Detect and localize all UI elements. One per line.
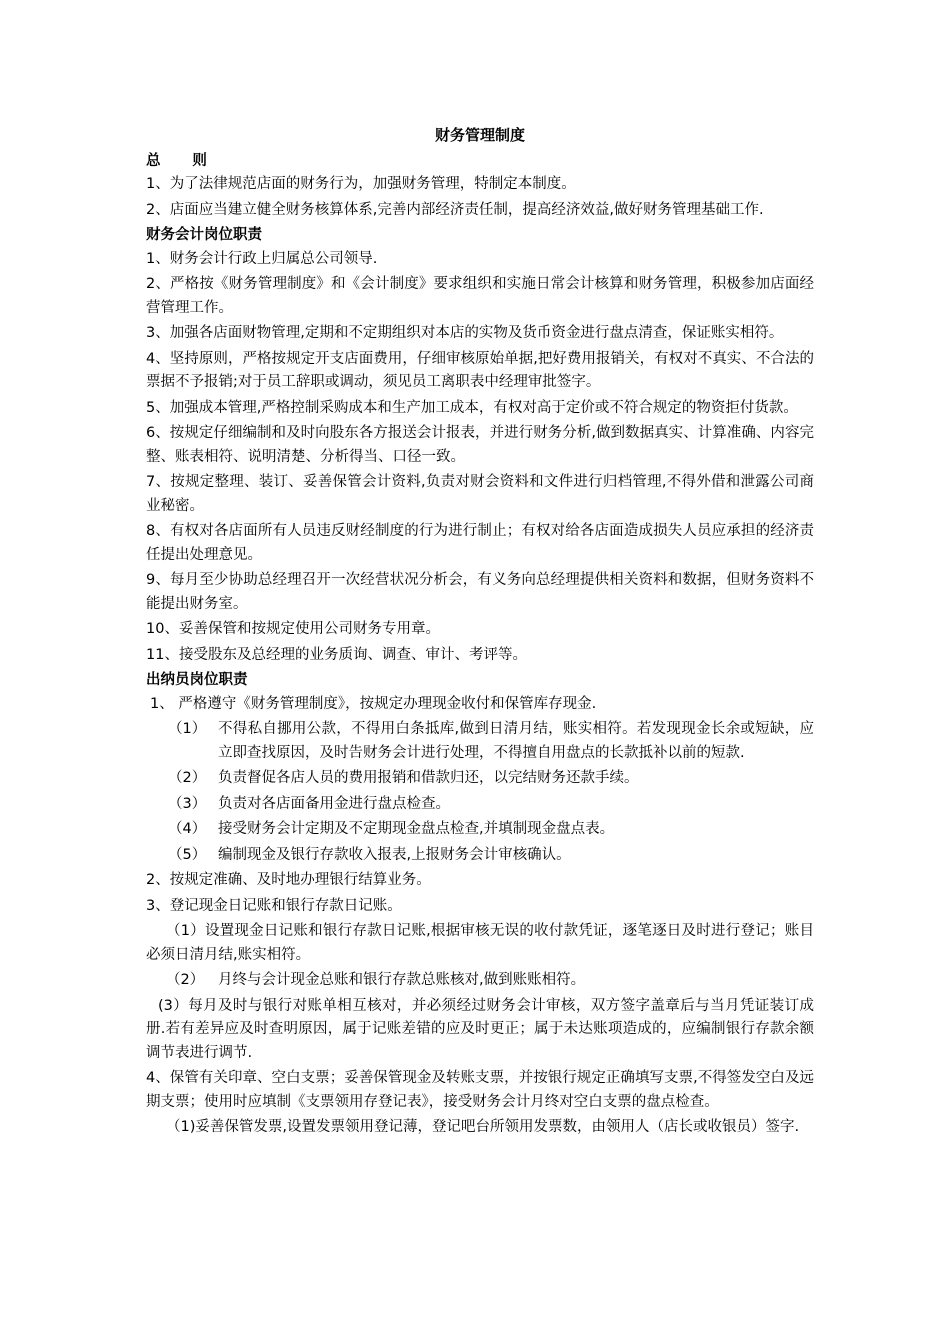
sub-number: （4）: [168, 821, 207, 837]
cashier-item-4: 4、保管有关印章、空白支票；妥善保管现金及转账支票，并按银行规定正确填写支票,不得签发空白及远期支票；使用时应填制《支票领用存登记表》，接受财务会计月终对空白支票的盘点检查。: [146, 1070, 814, 1110]
cashier-item-1: 1、 严格遵守《财务管理制度》，按规定办理现金收付和保管库存现金.: [150, 695, 597, 712]
accountant-item-7: 7、按规定整理、装订、妥善保管会计资料,负责对财会资料和文件进行归档管理,不得外借和泄露公司商业秘密。: [146, 474, 814, 514]
accountant-item-1: 1、财务会计行政上归属总公司领导.: [146, 250, 378, 267]
cashier-item-1-sub-1: [146, 718, 814, 765]
cashier-item-1-sub-5: [146, 844, 814, 868]
cashier-item-3-sub-1: （1）设置现金日记账和银行存款日记账,根据审核无误的收付款凭证，逐笔逐日及时进行登记；账目必须日清月结,账实相符。: [146, 923, 814, 963]
accountant-item-11: 11、接受股东及总经理的业务质询、调查、审计、考评等。: [146, 646, 527, 663]
cashier-item-3: 3、登记现金日记账和银行存款日记账。: [146, 897, 402, 914]
accountant-item-6: 6、按规定仔细编制和及时向股东各方报送会计报表，并进行财务分析,做到数据真实、计算准确、内容完整、账表相符、说明清楚、分析得当、口径一致。: [146, 425, 814, 465]
sub-text: 编制现金及银行存款收入报表,上报财务会计审核确认。: [218, 846, 571, 863]
accountant-item-5: 5、加强成本管理,严格控制采购成本和生产加工成本，有权对高于定价或不符合规定的物资拒付货款。: [146, 399, 798, 416]
sub-text: 负责对各店面备用金进行盘点检查。: [218, 795, 450, 812]
sub-text: 接受财务会计定期及不定期现金盘点检查,并填制现金盘点表。: [218, 821, 615, 837]
general-item-2: 2、店面应当建立健全财务核算体系,完善内部经济责任制，提高经济效益,做好财务管理基础工作.: [146, 201, 764, 218]
accountant-item-9: 9、每月至少协助总经理召开一次经营状况分析会，有义务向总经理提供相关资料和数据，但财务资料不能提出财务室。: [146, 572, 814, 612]
sub-text: 不得私自挪用公款，不得用白条抵库,做到日清月结，账实相符。若发现现金长余或短缺，应立即查找原因，及时告财务会计进行处理，不得擅自用盘点的长款抵补以前的短款.: [218, 721, 814, 761]
section-heading-general: 总则: [146, 152, 239, 169]
accountant-item-10: 10、妥善保管和按规定使用公司财务专用章。: [146, 621, 440, 637]
section-heading-cashier: 出纳员岗位职责: [146, 672, 248, 688]
cashier-item-2: 2、按规定准确、及时地办理银行结算业务。: [146, 872, 431, 888]
document-title: 财务管理制度: [434, 126, 525, 144]
sub-number: （1）: [168, 721, 207, 737]
accountant-item-3: 3、加强各店面财物管理,定期和不定期组织对本店的实物及货币资金进行盘点清查，保证账实相符。: [146, 325, 784, 341]
cashier-item-3-sub-2: （2） 月终与会计现金总账和银行存款总账核对,做到账账相符。: [166, 972, 586, 988]
general-item-1: 1、为了法律规范店面的财务行为，加强财务管理，特制定本制度。: [146, 176, 576, 192]
cashier-item-1-sub-4: [146, 818, 814, 842]
accountant-item-8: 8、有权对各店面所有人员违反财经制度的行为进行制止；有权对给各店面造成损失人员应承担的经济责任提出处理意见。: [146, 523, 814, 563]
sub-number: （3）: [168, 795, 207, 812]
sub-number: （2）: [168, 770, 207, 786]
cashier-item-1-sub-3: [146, 793, 814, 817]
cashier-item-4-sub-1: （1)妥善保管发票,设置发票领用登记薄，登记吧台所领用发票数，由领用人（店长或收银员）签字.: [166, 1119, 800, 1135]
sub-number: （5）: [168, 846, 207, 863]
section-heading-accountant: 财务会计岗位职责: [146, 227, 262, 243]
document-body: [146, 124, 814, 1142]
accountant-item-2: 2、严格按《财务管理制度》和《会计制度》要求组织和实施日常会计核算和财务管理，积极参加店面经营管理工作。: [146, 276, 814, 316]
sub-text: 负责督促各店人员的费用报销和借款归还，以完结财务还款手续。: [218, 770, 639, 786]
cashier-item-3-sub-3: (3）每月及时与银行对账单相互核对，并必须经过财务会计审核，双方签字盖章后与当月凭证装订成册.若有差异应及时查明原因，属于记账差错的应及时更正；属于未达账项造成的，应编制银行存款余额调节表进行调节.: [146, 997, 814, 1061]
cashier-item-1-sub-2: [146, 767, 814, 791]
accountant-item-4: 4、坚持原则，严格按规定开支店面费用，仔细审核原始单据,把好费用报销关，有权对不真实、不合法的票据不予报销;对于员工辞职或调动，须见员工离职表中经理审批签字。: [146, 350, 814, 390]
